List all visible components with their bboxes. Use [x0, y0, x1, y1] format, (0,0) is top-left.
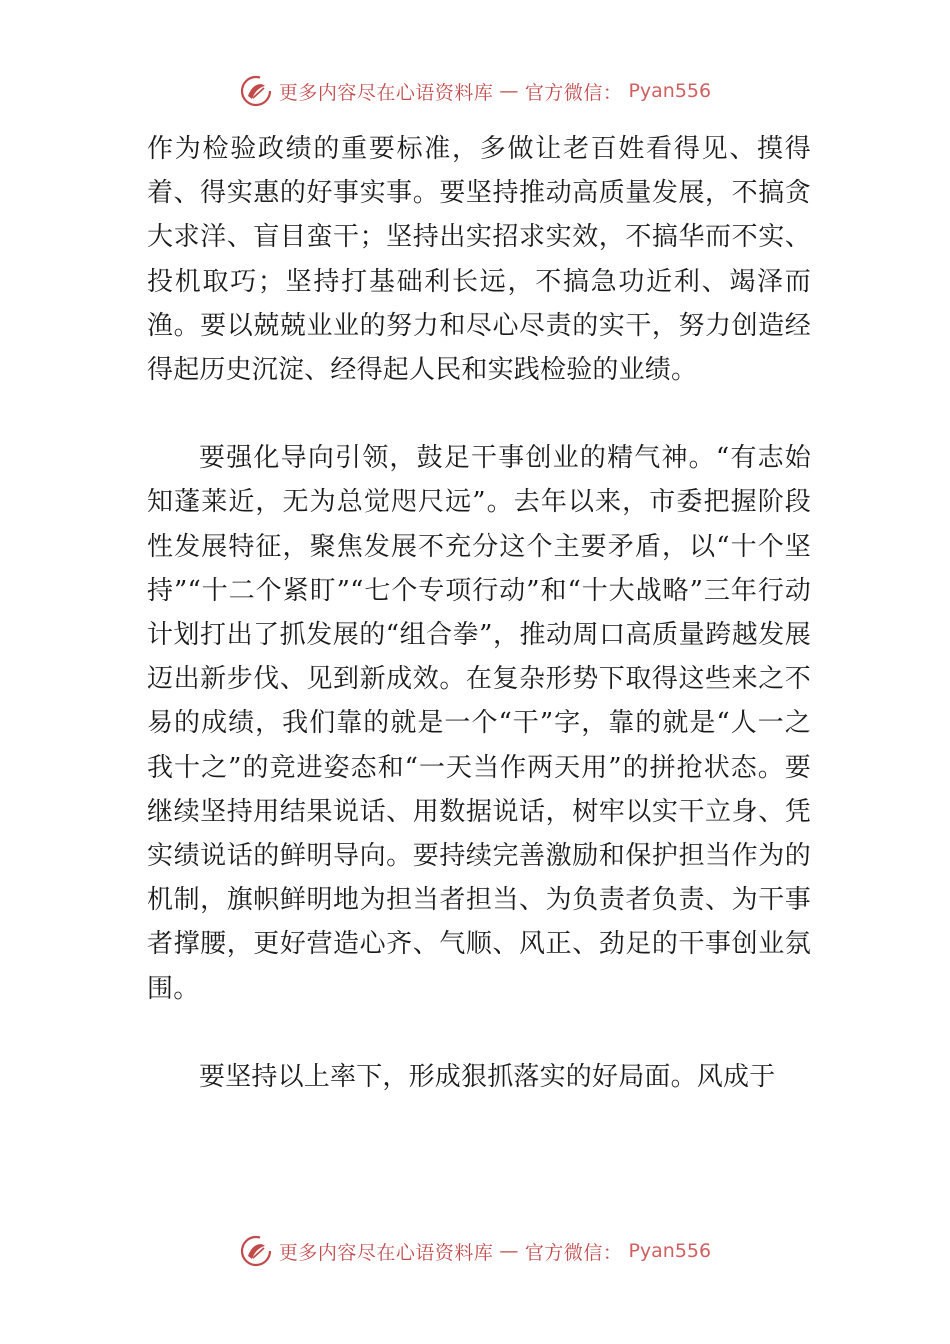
watermark-wechat-label: 官方微信：: [524, 81, 623, 104]
watermark-wechat-id: Pyan556: [628, 80, 712, 102]
watermark-separator: —: [499, 80, 519, 102]
watermark-text: 更多内容尽在心语资料库: [278, 1241, 494, 1264]
paragraph-spacer: [147, 1011, 811, 1055]
watermark-wechat-id: Pyan556: [628, 1240, 712, 1262]
paragraph-3: 要坚持以上率下，形成狠抓落实的好局面。风成于: [199, 1061, 776, 1092]
paragraph-1: 作为检验政绩的重要标准，多做让老百姓看得见、摸得着、得实惠的好事实事。要坚持推动高质量发展，不搞贪大求洋、盲目蛮干；坚持出实招求实效，不搞华而不实、投机取巧；坚持打基础利长远，不搞急功近利、竭泽而渔。要以兢兢业业的努力和尽心尽责的实干，努力创造经得起历史沉淀、经得起人民和实践检验的业绩。: [147, 134, 811, 386]
watermark-wechat-label: 官方微信：: [524, 1241, 623, 1264]
watermark-separator: —: [499, 1240, 519, 1262]
seal-logo-icon: [239, 74, 273, 108]
paragraph-2: 要强化导向引领，鼓足干事创业的精气神。“有志始知蓬莱近，无为总觉咫尺远”。去年以来，市委把握阶段性发展特征，聚焦发展不充分这个主要矛盾，以“十个坚持”“十二个紧盯”“七个专项行动”和“十大战略”三年行动计划打出了抓发展的“组合拳”，推动周口高质量跨越发展迈出新步伐、见到新成效。在复杂形势下取得这些来之不易的成绩，我们靠的就是一个“干”字，靠的就是“人一之我十之”的竞进姿态和“一天当作两天用”的拼抢状态。要继续坚持用结果说话、用数据说话，树牢以实干立身、凭实绩说话的鲜明导向。要持续完善激励和保护担当作为的机制，旗帜鲜明地为担当者担当、为负责者负责、为干事者撑腰，更好营造心齐、气顺、风正、劲足的干事创业氛围。: [147, 443, 811, 1004]
header-watermark: [0, 74, 950, 108]
footer-watermark: [0, 1234, 950, 1268]
paragraph-spacer: [147, 392, 811, 436]
seal-logo-icon: [239, 1234, 273, 1268]
document-body: [147, 127, 811, 1099]
watermark-text: 更多内容尽在心语资料库: [278, 81, 494, 104]
